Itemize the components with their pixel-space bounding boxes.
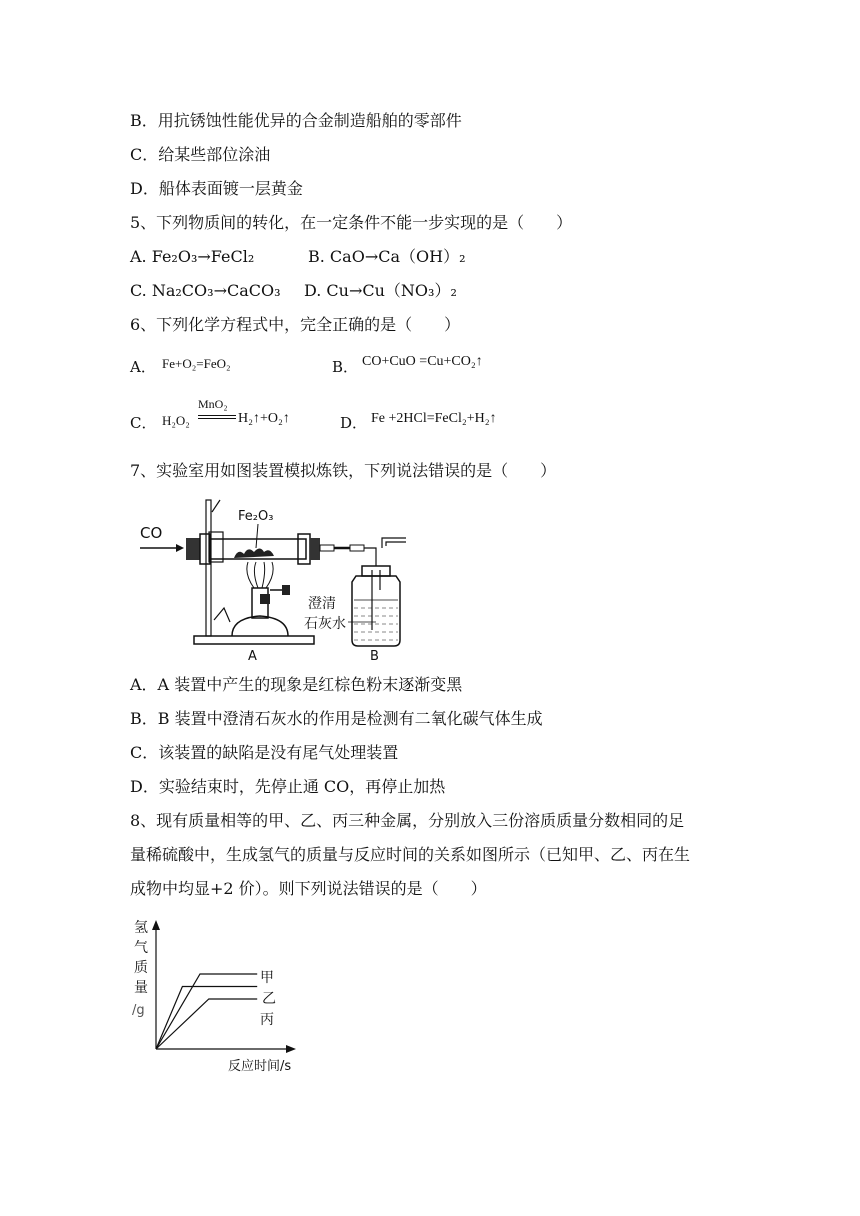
q5-option-d: D. Cu→Cu（NO₃）₂	[304, 281, 457, 300]
q6-stem: 6、下列化学方程式中，完全正确的是（ ）	[130, 315, 461, 334]
q5-option-c: C. Na₂CO₃→CaCO₃	[130, 281, 281, 300]
q7-stem: 7、实验室用如图装置模拟炼铁，下列说法错误的是（ ）	[130, 461, 557, 480]
q4-option-c: C．给某些部位涂油	[130, 145, 271, 164]
q8-chart	[128, 914, 318, 1074]
chart-ylabel-0: 氢	[134, 920, 148, 936]
chart-legend-bing: 丙	[260, 1012, 274, 1028]
q7-option-c: C．该装置的缺陷是没有尾气处理装置	[130, 743, 399, 762]
chart-ylabel-1: 气	[134, 940, 148, 956]
chart-xlabel: 反应时间/s	[228, 1059, 292, 1074]
chart-legend-jia: 甲	[260, 970, 274, 986]
q8-stem-line1: 8、现有质量相等的甲、乙、丙三种金属，分别放入三份溶质质量分数相同的足	[130, 811, 685, 830]
series-jia-line	[156, 974, 257, 1049]
fig-label-a: A	[248, 649, 257, 664]
q6-option-c-right: H₂↑+O₂↑	[238, 411, 290, 426]
q8-stem-line3: 成物中均显+2 价）。则下列说法错误的是（ ）	[130, 879, 487, 898]
chart-yunit: /g	[132, 1003, 145, 1018]
fig-fe2o3-label: Fe₂O₃	[238, 509, 274, 524]
series-yi-line	[156, 987, 257, 1050]
q5-option-b: B. CaO→Ca（OH）₂	[308, 247, 466, 266]
q6-option-a-label: A．	[130, 358, 156, 376]
q5-option-a: A. Fe₂O₃→FeCl₂	[130, 247, 255, 266]
fig-label-b: B	[370, 649, 379, 664]
q4-option-b: B．用抗锈蚀性能优异的合金制造船舶的零部件	[130, 111, 462, 130]
q6-option-b-label: B．	[332, 358, 359, 376]
chart-ylabel-2: 质	[134, 960, 148, 976]
chart-ylabel-3: 量	[134, 980, 148, 996]
q6-option-c-left: H₂O₂	[162, 413, 190, 428]
fig-limewater-1: 澄清	[308, 596, 336, 612]
q7-option-b: B．B 装置中澄清石灰水的作用是检测有二氧化碳气体生成	[130, 709, 543, 728]
q6-option-d-label: D．	[340, 414, 368, 432]
q5-stem: 5、下列物质间的转化，在一定条件不能一步实现的是（ ）	[130, 213, 573, 232]
q6-option-c-condition: MnO₂	[198, 397, 228, 411]
q6-option-a-equation: Fe+O₂=FeO₂	[162, 356, 231, 371]
q7-option-a: A．A 装置中产生的现象是红棕色粉末逐渐变黑	[130, 675, 463, 694]
q7-option-d: D．实验结束时，先停止通 CO，再停止加热	[130, 777, 446, 796]
q6-option-b-equation: CO+CuO =Cu+CO₂↑	[362, 354, 483, 369]
q4-option-d: D．船体表面镀一层黄金	[130, 179, 303, 198]
q7-apparatus-figure	[136, 490, 426, 665]
q6-option-c-double-line	[198, 415, 236, 419]
q6-option-d-equation: Fe +2HCl=FeCl₂+H₂↑	[371, 411, 497, 426]
fig-limewater-2: 石灰水	[304, 616, 346, 632]
q8-stem-line2: 量稀硫酸中，生成氢气的质量与反应时间的关系如图所示（已知甲、乙、丙在生	[130, 845, 691, 864]
q6-option-c-label: C．	[130, 414, 157, 432]
fig-co-label: CO	[140, 524, 163, 542]
chart-legend-yi: 乙	[262, 991, 276, 1007]
